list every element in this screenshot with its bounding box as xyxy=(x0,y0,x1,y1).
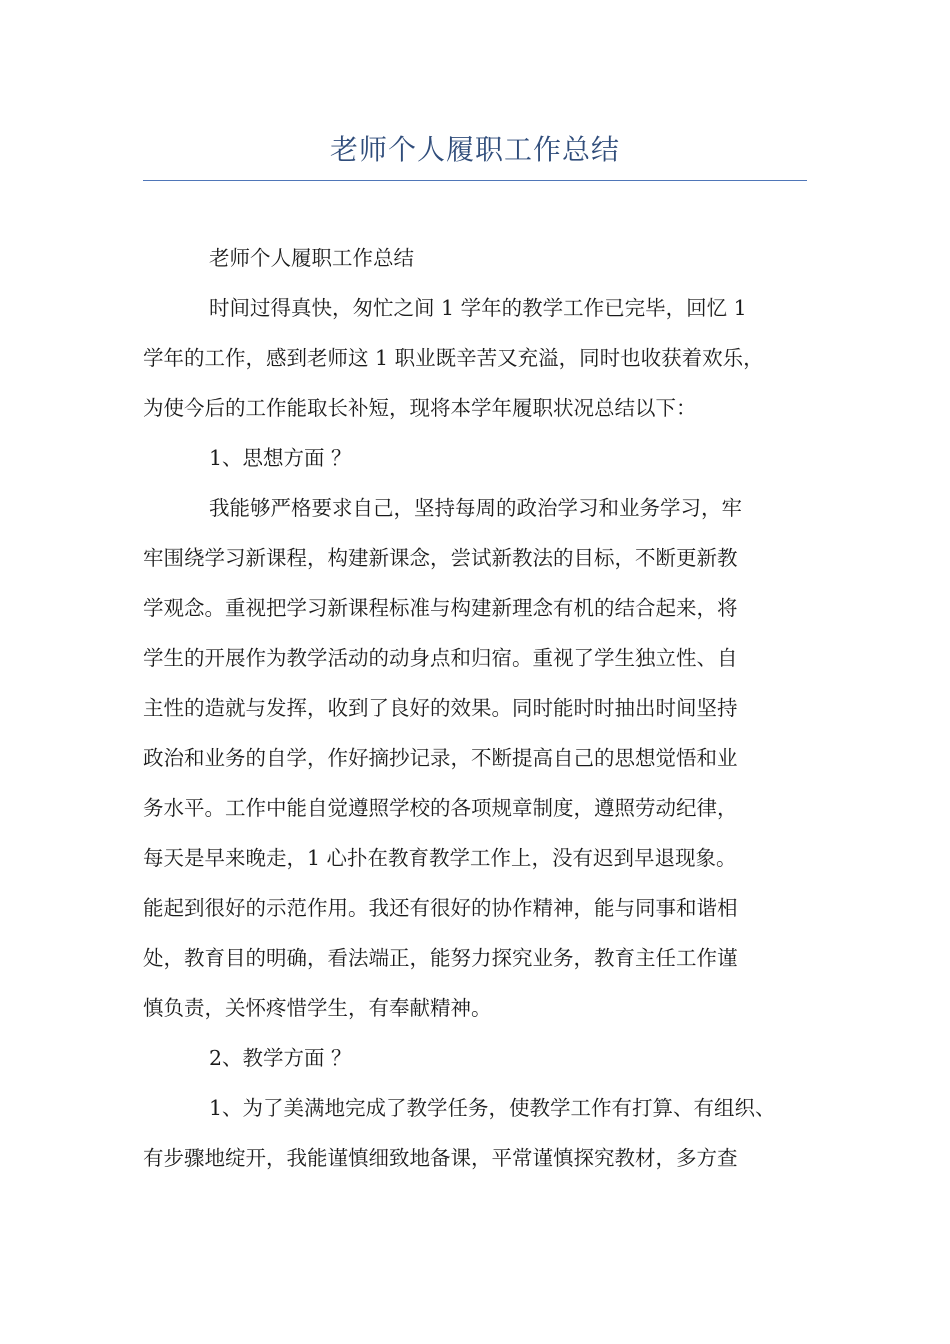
text-line: 政治和业务的自学，作好摘抄记录，不断提高自己的思想觉悟和业 xyxy=(143,746,738,770)
text-line: 学生的开展作为教学活动的动身点和归宿。重视了学生独立性、自 xyxy=(143,646,738,670)
text-line: 学观念。重视把学习新课程标准与构建新理念有机的结合起来，将 xyxy=(143,596,738,620)
text-line: 有步骤地绽开，我能谨慎细致地备课，平常谨慎探究教材，多方查 xyxy=(143,1146,738,1170)
text-line: 学年的工作，感到老师这 1 职业既辛苦又充溢，同时也收获着欢乐， xyxy=(143,346,764,370)
section-heading: 1、思想方面 ？ xyxy=(209,446,352,470)
text-line: 慎负责，关怀疼惜学生，有奉献精神。 xyxy=(143,996,492,1020)
text-line: 1、为了美满地完成了教学任务，使教学工作有打算、有组织、 xyxy=(209,1096,776,1120)
text-line: 老师个人履职工作总结 xyxy=(209,246,414,270)
text-line: 牢围绕学习新课程，构建新课念，尝试新教法的目标，不断更新教 xyxy=(143,546,738,570)
title-underline xyxy=(143,180,807,181)
text-line: 务水平。工作中能自觉遵照学校的各项规章制度，遵照劳动纪律， xyxy=(143,796,738,820)
text-line: 为使今后的工作能取长补短，现将本学年履职状况总结以下： xyxy=(143,396,697,420)
text-line: 我能够严格要求自己，坚持每周的政治学习和业务学习，牢 xyxy=(209,496,742,520)
document-body xyxy=(143,233,823,1183)
section-heading: 2、教学方面 ？ xyxy=(209,1046,352,1070)
text-line: 能起到很好的示范作用。我还有很好的协作精神，能与同事和谐相 xyxy=(143,896,738,920)
text-line: 时间过得真快，匆忙之间 1 学年的教学工作已完毕，回忆 1 xyxy=(209,296,747,320)
document-title: 老师个人履职工作总结 xyxy=(329,133,620,166)
text-line: 每天是早来晚走，1 心扑在教育教学工作上，没有迟到早退现象。 xyxy=(143,846,737,870)
text-line: 处，教育目的明确，看法端正，能努力探究业务，教育主任工作谨 xyxy=(143,946,738,970)
text-line: 主性的造就与发挥，收到了良好的效果。同时能时时抽出时间坚持 xyxy=(143,696,738,720)
